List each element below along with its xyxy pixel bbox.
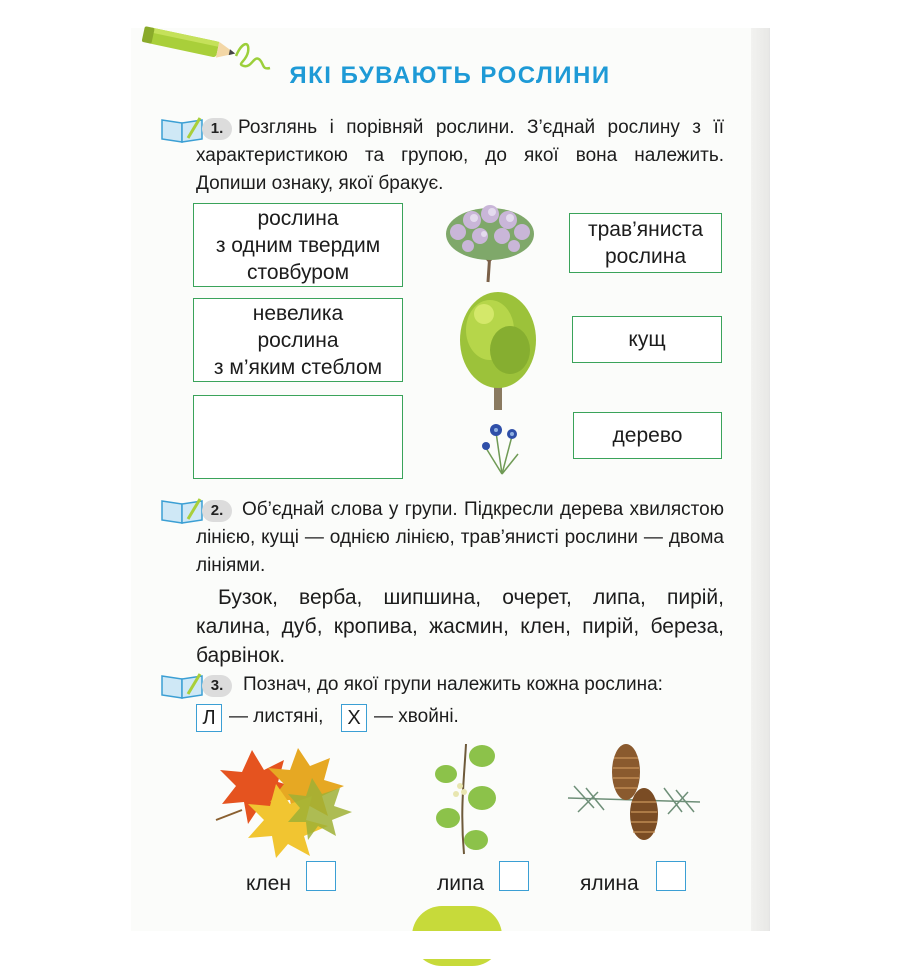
maple-answer-box[interactable] [306, 861, 336, 891]
exercise-1-number: 1. [202, 118, 232, 140]
plant-label-linden: липа [437, 872, 485, 895]
exercise-3-number: 3. [202, 675, 232, 697]
conifer-legend-text: — хвойні. [374, 706, 459, 727]
plant-label-spruce: ялина [580, 872, 639, 895]
plant-label-maple: клен [246, 872, 291, 895]
characteristic-box-empty[interactable] [193, 395, 403, 479]
maple-leaves-icon [212, 740, 362, 860]
tree-image [454, 290, 544, 412]
group-box-tree[interactable]: дерево [573, 412, 722, 459]
spruce-cone-icon [564, 742, 704, 852]
exercise-2-text: Об’єднай слова у групи. Підкресли дерева хвилястою лінією, кущі — однією лінією, трав’янисті рослини — двома лініями. [196, 499, 724, 576]
characteristic-box-2[interactable]: невелика рослина з м’яким стеблом [193, 298, 403, 382]
exercise-3-text: Познач, до якої групи належить кожна рослина: [243, 674, 663, 695]
leafy-legend-text: — листяні, [229, 706, 324, 727]
linden-answer-box[interactable] [499, 861, 529, 891]
page-edge [751, 28, 769, 931]
exercise-2-number: 2. [202, 500, 232, 522]
group-box-bush[interactable]: кущ [572, 316, 722, 363]
exercise-2-words: Бузок, верба, шипшина, очерет, липа, пирій, калина, дуб, кропива, жасмин, клен, пирій, береза, барвінок. [196, 586, 724, 667]
exercise-1-text: Розглянь і порівняй рослини. З’єднай рослину з її характеристикою та групою, до якої вона належить. Допиши ознаку, якої бракує. [196, 117, 724, 194]
page-title: ЯКІ БУВАЮТЬ РОСЛИНИ [289, 62, 611, 89]
characteristic-box-1[interactable]: рослина з одним твердим стовбуром [193, 203, 403, 287]
book-pencil-icon [160, 670, 206, 700]
spruce-answer-box[interactable] [656, 861, 686, 891]
cornflower-image [472, 414, 532, 476]
lilac-bush-image [440, 202, 540, 287]
leafy-symbol: Л [196, 704, 222, 732]
linden-branch-icon [430, 740, 500, 858]
bottom-margin [0, 931, 900, 959]
group-box-herbaceous[interactable]: трав’яниста рослина [569, 213, 722, 273]
conifer-symbol: Х [341, 704, 367, 732]
